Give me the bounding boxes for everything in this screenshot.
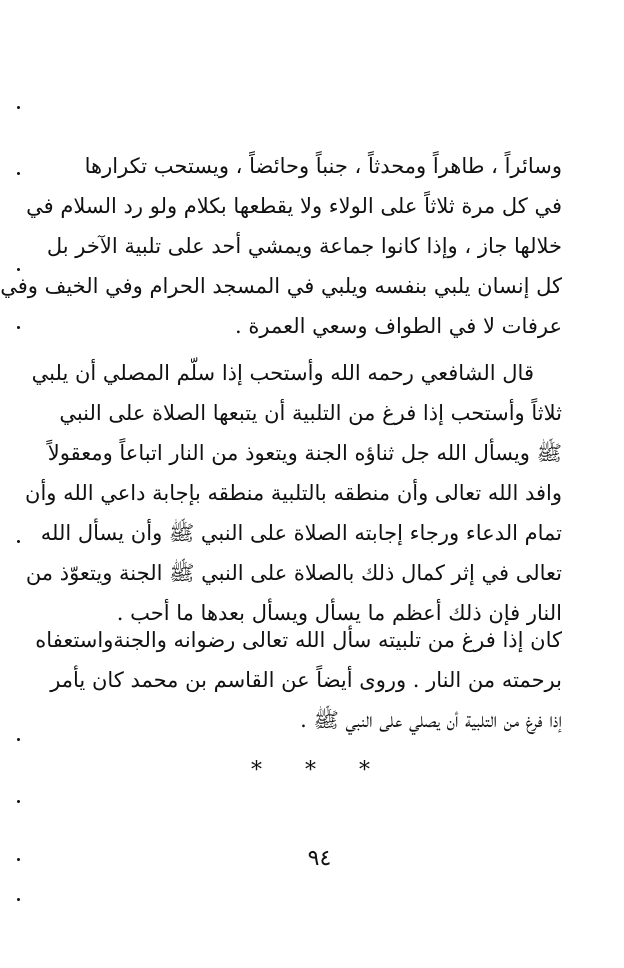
scan-speck [17, 326, 20, 329]
scan-speck [17, 800, 20, 803]
paragraph-line: ﷺ ويسأل الله جل ثناؤه الجنة ويتعوذ من النار اتباعاً ومعقولاً [47, 441, 562, 465]
scan-speck [17, 898, 20, 901]
paragraph-line: وافد الله تعالى وأن منطقه بالتلبية منطقه بإجابة داعي الله وأن [25, 481, 562, 505]
scan-speck [17, 268, 20, 271]
scan-speck [17, 106, 20, 109]
paragraph-3 [35, 620, 562, 740]
scan-speck [17, 738, 20, 741]
paragraph-2 [25, 353, 562, 633]
paragraph-line: تمام الدعاء ورجاء إجابته الصلاة على النبي ﷺ وأن يسأل الله [40, 521, 562, 545]
paragraph-1 [0, 146, 562, 346]
paragraph-line: وسائراً ، طاهراً ومحدثاً ، جنباً وحائضاً ، ويستحب تكرارها [84, 154, 562, 178]
paragraph-line: عرفات لا في الطواف وسعي العمرة . [235, 314, 562, 338]
paragraph-line: تعالى في إثر كمال ذلك بالصلاة على النبي ﷺ الجنة ويتعوّذ من [25, 561, 562, 585]
paragraph-line: إذا فرغ من التلبية أن يصلي على النبي ﷺ . [300, 708, 562, 732]
paragraph-line: النار فإن ذلك أعظم ما يسأل ويسأل بعدها ما أحب . [116, 601, 562, 625]
paragraph-line: قال الشافعي رحمه الله وأستحب إذا سلّم المصلي أن يلبي [31, 361, 534, 385]
paragraph-line: خلالها جاز ، وإذا كانوا جماعة ويمشي أحد على تلبية الآخر بل [46, 234, 562, 258]
section-separator: * * * [251, 758, 388, 783]
paragraph-line: ثلاثاً وأستحب إذا فرغ من التلبية أن يتبعها الصلاة على النبي [59, 401, 562, 425]
paragraph-line: كل إنسان يلبي بنفسه ويلبي في المسجد الحرام وفي الخيف وفي [0, 274, 562, 298]
scan-speck [17, 858, 20, 861]
paragraph-line: برحمته من النار . وروى أيضاً عن القاسم بن محمد كان يأمر [50, 668, 562, 692]
page-number: ٩٤ [307, 846, 332, 871]
paragraph-line: في كل مرة ثلاثاً على الولاء ولا يقطعها بكلام ولو رد السلام في [26, 194, 562, 218]
paragraph-line: كان إذا فرغ من تلبيته سأل الله تعالى رضوانه والجنةواستعفاه [35, 628, 562, 652]
scan-speck [17, 172, 20, 175]
scan-speck [17, 540, 20, 543]
